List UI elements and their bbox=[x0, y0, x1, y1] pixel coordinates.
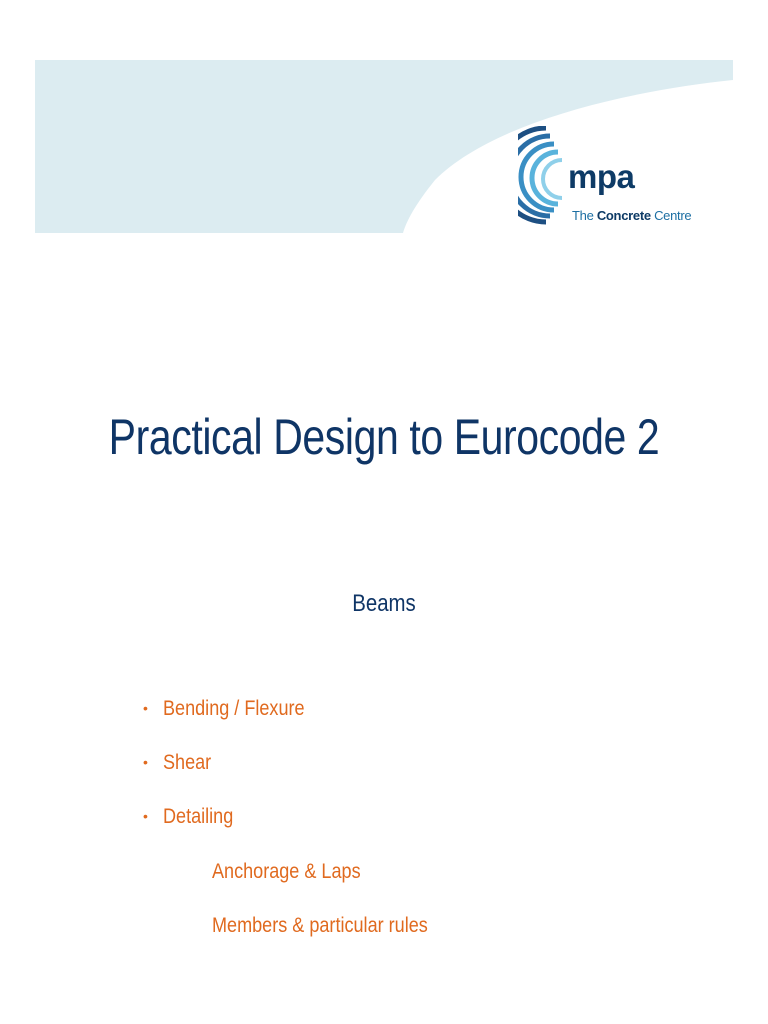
slide-title: Practical Design to Eurocode 2 bbox=[108, 409, 660, 465]
mpa-logo bbox=[518, 126, 718, 226]
logo-tagline-prefix: The bbox=[572, 208, 597, 223]
list-item bbox=[212, 856, 463, 910]
logo-tagline-suffix: Centre bbox=[650, 208, 692, 223]
bullet-icon: • bbox=[143, 754, 148, 770]
logo-tagline bbox=[572, 209, 691, 222]
list-item bbox=[143, 800, 328, 854]
list-item bbox=[212, 910, 463, 964]
bullet-list bbox=[143, 692, 328, 854]
bullet-text: Bending / Flexure bbox=[163, 697, 305, 720]
bullet-icon: • bbox=[143, 700, 148, 716]
logo-tagline-bold: Concrete bbox=[596, 208, 651, 223]
sub-item-text: Anchorage & Laps bbox=[212, 860, 361, 883]
list-item bbox=[143, 692, 328, 746]
bullet-text: Shear bbox=[163, 751, 212, 774]
bullet-icon: • bbox=[143, 808, 148, 824]
sub-item-list bbox=[212, 856, 463, 964]
list-item bbox=[143, 746, 328, 800]
bullet-text: Detailing bbox=[163, 805, 234, 828]
slide-subtitle: Beams bbox=[352, 590, 416, 617]
sub-item-text: Members & particular rules bbox=[212, 914, 428, 937]
logo-brand-text: mpa bbox=[568, 158, 635, 195]
